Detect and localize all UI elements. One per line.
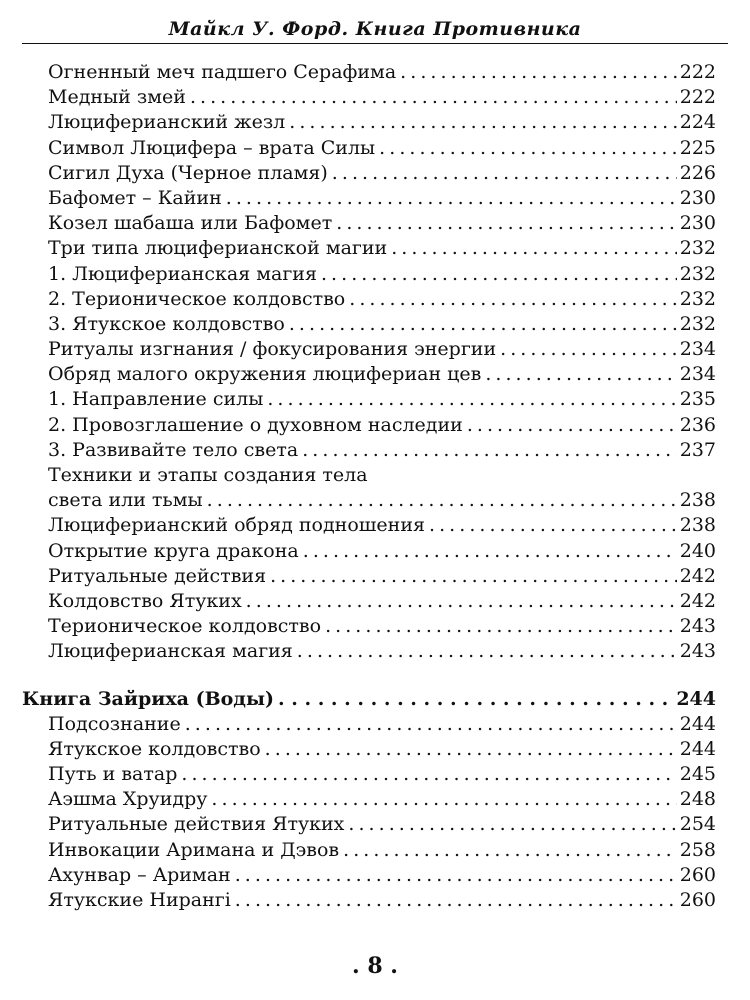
toc-entry-page: 248 <box>679 788 716 811</box>
toc-entry-page: 244 <box>679 712 716 735</box>
dot-leader <box>467 413 677 438</box>
toc-entry[interactable] <box>22 262 716 287</box>
dot-leader <box>325 614 677 639</box>
toc-entry-title: 2. Терионическое колдовство <box>48 287 346 310</box>
toc-entry-title: Путь и ватар <box>48 763 178 786</box>
dot-leader <box>226 186 677 211</box>
dot-leader <box>211 787 676 812</box>
dot-leader <box>207 488 677 513</box>
toc-entry[interactable] <box>22 888 716 913</box>
toc-entry-page: 225 <box>679 136 716 159</box>
table-of-contents <box>22 60 716 913</box>
toc-entry[interactable] <box>22 737 716 762</box>
dot-leader <box>246 589 677 614</box>
toc-entry[interactable] <box>22 639 716 664</box>
toc-entry-page: 240 <box>679 539 716 562</box>
toc-entry-page: 254 <box>679 813 716 836</box>
toc-entry-title: Ятукское колдовство <box>48 737 261 760</box>
toc-entry-title: Ятукские Нирангi <box>48 889 231 911</box>
dot-leader <box>289 312 677 337</box>
dot-leader <box>181 762 676 787</box>
toc-entry[interactable] <box>22 589 716 614</box>
toc-entry-title: Открытие круга дракона <box>48 539 299 562</box>
dot-leader <box>379 136 677 161</box>
section-page: 244 <box>676 687 716 710</box>
toc-entry-page: 243 <box>679 640 716 663</box>
dot-leader <box>270 564 677 589</box>
dot-leader <box>303 539 677 564</box>
dot-leader <box>400 60 677 85</box>
dot-leader <box>190 85 677 110</box>
toc-entry[interactable] <box>22 463 716 488</box>
toc-entry-page: 236 <box>679 413 716 436</box>
toc-entry-title: Ахунвар – Ариман <box>48 863 231 886</box>
toc-entry-title: Медный змей <box>48 86 186 109</box>
toc-entry-title: Инвокации Аримана и Дэвов <box>48 838 340 861</box>
toc-entry[interactable] <box>22 110 716 135</box>
toc-entry-title: Люциферианский жезл <box>48 111 286 134</box>
toc-entry-title: Люциферианская магия <box>48 640 293 663</box>
toc-entry[interactable] <box>22 488 716 513</box>
toc-entry[interactable] <box>22 337 716 362</box>
dot-leader <box>302 438 677 463</box>
toc-entry-title: Аэшма Хруидру <box>48 788 208 811</box>
toc-entry-title: Козел шабаша или Бафомет <box>48 212 333 235</box>
toc-entry-page: 232 <box>679 287 716 310</box>
toc-entry-title: Колдовство Ятуких <box>48 589 242 612</box>
toc-entry-title: 3. Ятукское колдовство <box>48 312 285 335</box>
toc-entry-title: Люциферианский обряд подношения <box>48 514 425 537</box>
toc-entry-page: 242 <box>679 589 716 612</box>
toc-entry-page: 222 <box>679 61 716 83</box>
toc-entry-title: Техники и этапы создания тела <box>48 464 368 486</box>
running-header <box>22 10 728 46</box>
dot-leader <box>185 712 677 737</box>
dot-leader <box>321 262 677 287</box>
toc-entry-title: Сигил Духа (Черное пламя) <box>48 161 328 184</box>
section-gap <box>22 665 716 687</box>
toc-entry[interactable] <box>22 211 716 236</box>
toc-entry-page: 230 <box>679 186 716 209</box>
toc-entry[interactable] <box>22 387 716 412</box>
toc-entry[interactable] <box>22 812 716 837</box>
toc-entry[interactable] <box>22 161 716 186</box>
toc-entry-page: 243 <box>679 615 716 638</box>
toc-entry-page: 230 <box>679 212 716 235</box>
toc-entry-page: 238 <box>679 514 716 537</box>
toc-entry[interactable] <box>22 312 716 337</box>
toc-entry-page: 238 <box>679 489 716 512</box>
toc-entry-page: 232 <box>679 237 716 260</box>
toc-entry-title: Символ Люцифера – врата Силы <box>48 136 376 159</box>
toc-entry[interactable] <box>22 60 716 85</box>
toc-entry[interactable] <box>22 838 716 863</box>
toc-entry[interactable] <box>22 564 716 589</box>
toc-entry-page: 232 <box>679 262 716 285</box>
toc-entry-page: 237 <box>679 438 716 461</box>
toc-entry-title: света или тьмы <box>48 489 203 512</box>
toc-entry[interactable] <box>22 236 716 261</box>
toc-entry-page: 222 <box>679 86 716 109</box>
dot-leader <box>235 863 677 888</box>
toc-entry-title: Ритуальные действия Ятуких <box>48 813 345 836</box>
toc-entry-page: 258 <box>679 838 716 861</box>
toc-entry-page: 235 <box>679 388 716 411</box>
toc-entry-title: Ритуальные действия <box>48 564 267 587</box>
dot-leader <box>485 362 676 387</box>
toc-entry[interactable] <box>22 712 716 737</box>
toc-entry-page: 224 <box>679 111 716 134</box>
section-title: Книга Зайриха (Воды) <box>22 687 275 710</box>
toc-entry-title: Бафомет – Кайин <box>48 186 222 209</box>
dot-leader <box>336 211 677 236</box>
dot-leader <box>349 287 677 312</box>
page-number: . 8 . <box>352 953 398 979</box>
toc-entry-page: 260 <box>679 863 716 886</box>
dot-leader <box>348 812 676 837</box>
toc-entry-title: 2. Провозглашение о духовном наследии <box>48 413 463 436</box>
toc-part-2 <box>22 712 716 914</box>
toc-part-1 <box>22 60 716 665</box>
toc-entry[interactable] <box>22 136 716 161</box>
toc-entry[interactable] <box>22 362 716 387</box>
toc-entry-page: 244 <box>679 737 716 760</box>
toc-entry-page: 245 <box>679 763 716 786</box>
dot-leader <box>265 737 677 762</box>
toc-entry[interactable] <box>22 186 716 211</box>
toc-entry[interactable] <box>22 787 716 812</box>
dot-leader <box>235 888 677 913</box>
header-rule <box>22 43 728 44</box>
toc-entry-title: Обряд малого окружения люцифериан цев <box>48 363 482 386</box>
toc-entry[interactable] <box>22 614 716 639</box>
toc-entry-page: 242 <box>679 564 716 587</box>
toc-entry-title: Терионическое колдовство <box>48 615 322 638</box>
dot-leader <box>332 161 677 186</box>
toc-entry-title: Подсознание <box>48 712 181 735</box>
dot-leader <box>429 513 677 538</box>
toc-entry[interactable] <box>22 863 716 888</box>
header-title: Майкл У. Форд. Книга Противника <box>168 18 582 40</box>
toc-entry[interactable] <box>22 438 716 463</box>
toc-entry-page: 234 <box>679 363 716 386</box>
dot-leader <box>391 236 677 261</box>
toc-entry[interactable] <box>22 287 716 312</box>
dot-leader <box>343 838 677 863</box>
dot-leader <box>267 387 676 412</box>
toc-entry[interactable] <box>22 762 716 787</box>
dot-leader <box>500 337 677 362</box>
toc-entry[interactable] <box>22 413 716 438</box>
toc-entry-page: 232 <box>679 312 716 335</box>
toc-section-heading[interactable] <box>22 687 716 712</box>
toc-entry-title: Три типа люциферианской магии <box>48 237 388 260</box>
dot-leader <box>289 110 676 135</box>
toc-entry-page: 260 <box>679 889 716 911</box>
toc-entry-title: 3. Развивайте тело света <box>48 438 299 461</box>
toc-entry-title: 1. Направление силы <box>48 388 264 411</box>
toc-entry[interactable] <box>22 513 716 538</box>
dot-leader <box>297 639 677 664</box>
toc-entry-page: 226 <box>679 161 716 184</box>
toc-entry[interactable] <box>22 539 716 564</box>
toc-entry-page: 234 <box>679 338 716 361</box>
toc-entry-title: Ритуалы изгнания / фокусирования энергии <box>48 338 497 361</box>
toc-entry-title: Огненный меч падшего Серафима <box>48 61 397 83</box>
toc-entry-title: 1. Люциферианская магия <box>48 262 317 285</box>
toc-entry[interactable] <box>22 85 716 110</box>
dot-leader <box>278 687 673 712</box>
